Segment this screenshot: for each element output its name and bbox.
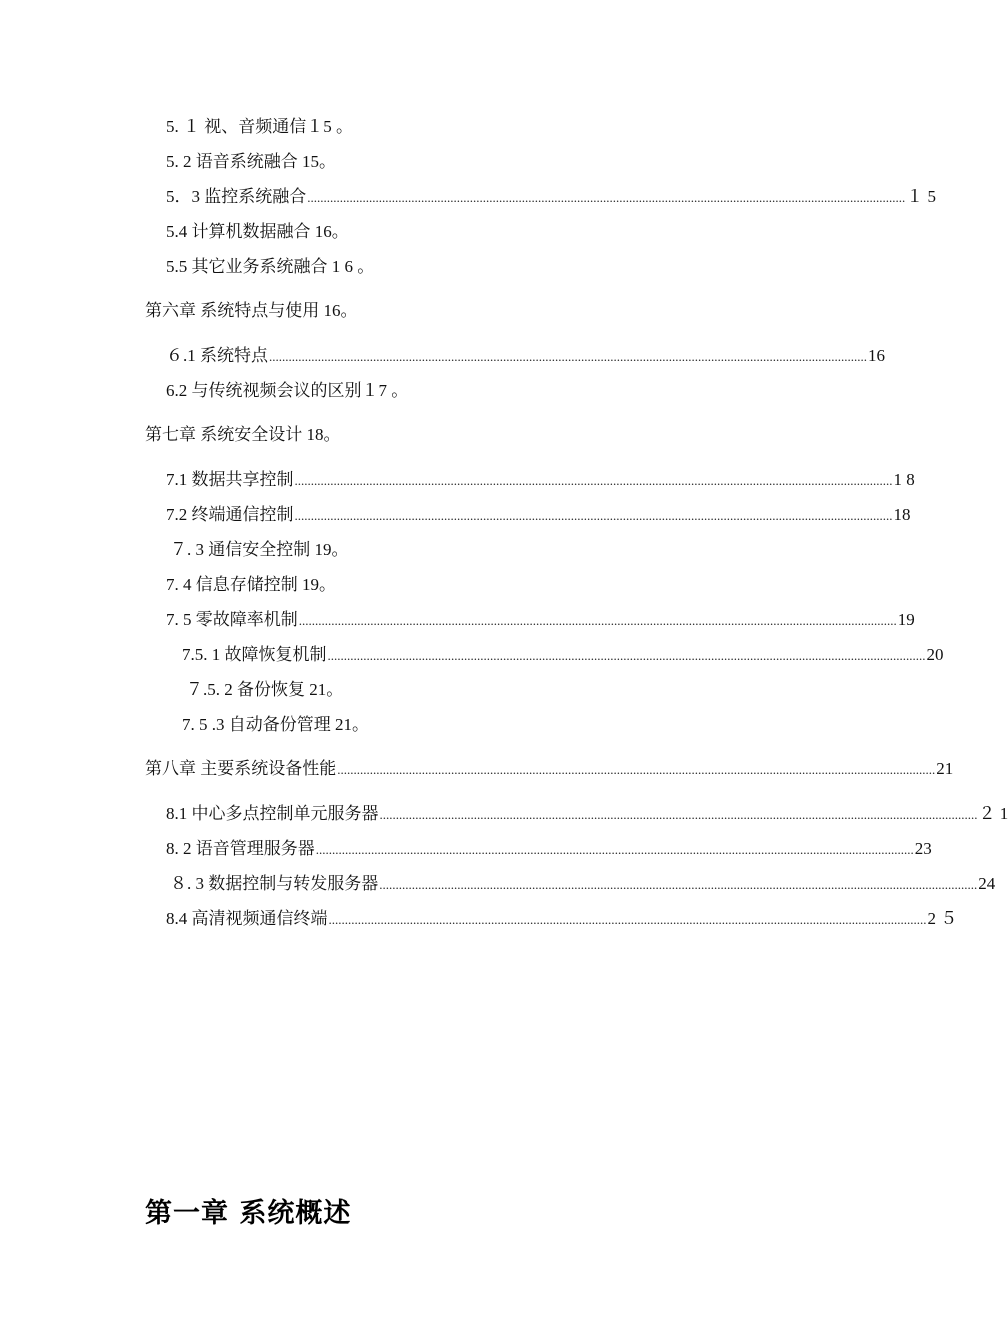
toc-leader-dots: ........................................................................................................................................................................................ — [294, 473, 893, 488]
toc-page-number: 1 8 — [893, 470, 915, 489]
chapter-heading: 第一章 系统概述 — [145, 1198, 352, 1229]
toc-entry-text: 7.2 终端通信控制 — [166, 505, 294, 524]
toc-entry-text: 7. 5 零故障率机制 — [166, 610, 298, 629]
toc-entry-5-4[interactable] — [166, 221, 349, 243]
toc-entry-text: 5. １ 视、音频通信１5 。 — [166, 117, 353, 136]
toc-entry-5-1[interactable] — [166, 116, 353, 138]
toc-entry-8-4[interactable] — [166, 908, 958, 931]
toc-leader-dots: ........................................................................................................................................................................................ — [379, 877, 978, 892]
toc-leader-dots: ........................................................................................................................................................................................ — [298, 613, 897, 628]
toc-entry-text: 8.1 中心多点控制单元服务器 — [166, 804, 379, 823]
toc-page-number: 24 — [978, 874, 996, 893]
toc-entry-text: 7. 4 信息存储控制 19。 — [166, 575, 336, 594]
toc-entry-7-5-3[interactable] — [182, 714, 369, 736]
toc-entry-text: 7.1 数据共享控制 — [166, 470, 294, 489]
toc-entry-7-5-2[interactable] — [186, 679, 343, 701]
toc-entry-text: ６.1 系统特点 — [166, 346, 268, 365]
toc-entry-text: 5.4 计算机数据融合 16。 — [166, 222, 349, 241]
toc-entry-text: ７. 3 通信安全控制 19。 — [170, 540, 349, 559]
toc-entry-chapter-6[interactable] — [145, 300, 358, 322]
toc-entry-5-5[interactable] — [166, 256, 374, 278]
toc-entry-8-2[interactable] — [166, 838, 932, 861]
toc-entry-7-3[interactable] — [170, 539, 349, 561]
toc-entry-text: 6.2 与传统视频会议的区别１7 。 — [166, 381, 409, 400]
toc-leader-dots: ........................................................................................................................................................................................ — [307, 190, 906, 205]
toc-leader-dots: ........................................................................................................................................................................................ — [294, 508, 893, 523]
toc-entry-text: 8.4 高清视频通信终端 — [166, 909, 328, 928]
toc-page-number: 16 — [868, 346, 885, 365]
toc-entry-chapter-8[interactable] — [145, 758, 954, 781]
toc-entry-text: ８. 3 数据控制与转发服务器 — [170, 874, 379, 893]
toc-leader-dots: ........................................................................................................................................................................................ — [315, 842, 914, 857]
toc-entry-7-5-1[interactable] — [182, 644, 944, 667]
toc-entry-7-1[interactable] — [166, 469, 915, 492]
toc-entry-7-4[interactable] — [166, 574, 336, 596]
toc-page-number: 2 ５ — [927, 909, 958, 928]
toc-entry-7-5[interactable] — [166, 609, 915, 632]
toc-leader-dots: ........................................................................................................................................................................................ — [327, 648, 926, 663]
toc-entry-text: 5.5 其它业务系统融合 1 6 。 — [166, 257, 375, 276]
toc-entry-text: 5．3 监控系统融合 — [166, 187, 307, 206]
toc-page-number: 20 — [926, 645, 944, 664]
toc-entry-text: 第七章 系统安全设计 18。 — [145, 425, 341, 444]
toc-entry-text: ７.5. 2 备份恢复 21。 — [186, 680, 344, 699]
toc-leader-dots: ........................................................................................................................................................................................ — [379, 807, 978, 822]
toc-entry-8-3[interactable] — [170, 873, 996, 896]
toc-entry-8-1[interactable] — [166, 803, 1008, 826]
toc-page-number: 18 — [893, 505, 911, 524]
toc-entry-text: 第八章 主要系统设备性能 — [145, 759, 337, 778]
toc-entry-5-2[interactable] — [166, 151, 336, 173]
toc-page-number: 21 — [936, 759, 954, 778]
toc-entry-6-2[interactable] — [166, 380, 408, 402]
toc-entry-text: 5. 2 语音系统融合 15。 — [166, 152, 336, 171]
toc-entry-5-3[interactable] — [166, 186, 936, 209]
toc-page-number: １ 5 — [906, 187, 936, 206]
toc-page-number: ２ 1 — [978, 804, 1008, 823]
toc-leader-dots: ........................................................................................................................................................................................ — [328, 912, 927, 927]
toc-entry-chapter-7[interactable] — [145, 424, 341, 446]
toc-entry-6-1[interactable] — [166, 345, 885, 368]
toc-entry-text: 8. 2 语音管理服务器 — [166, 839, 315, 858]
toc-leader-dots: ........................................................................................................................................................................................ — [337, 762, 936, 777]
toc-page-number: 19 — [897, 610, 915, 629]
toc-page-number: 23 — [914, 839, 932, 858]
toc-entry-text: 第六章 系统特点与使用 16。 — [145, 301, 358, 320]
toc-entry-text: 7.5. 1 故障恢复机制 — [182, 645, 327, 664]
toc-entry-text: 7. 5 .3 自动备份管理 21。 — [182, 715, 369, 734]
toc-entry-7-2[interactable] — [166, 504, 911, 527]
toc-leader-dots: ........................................................................................................................................................................................ — [269, 349, 867, 364]
